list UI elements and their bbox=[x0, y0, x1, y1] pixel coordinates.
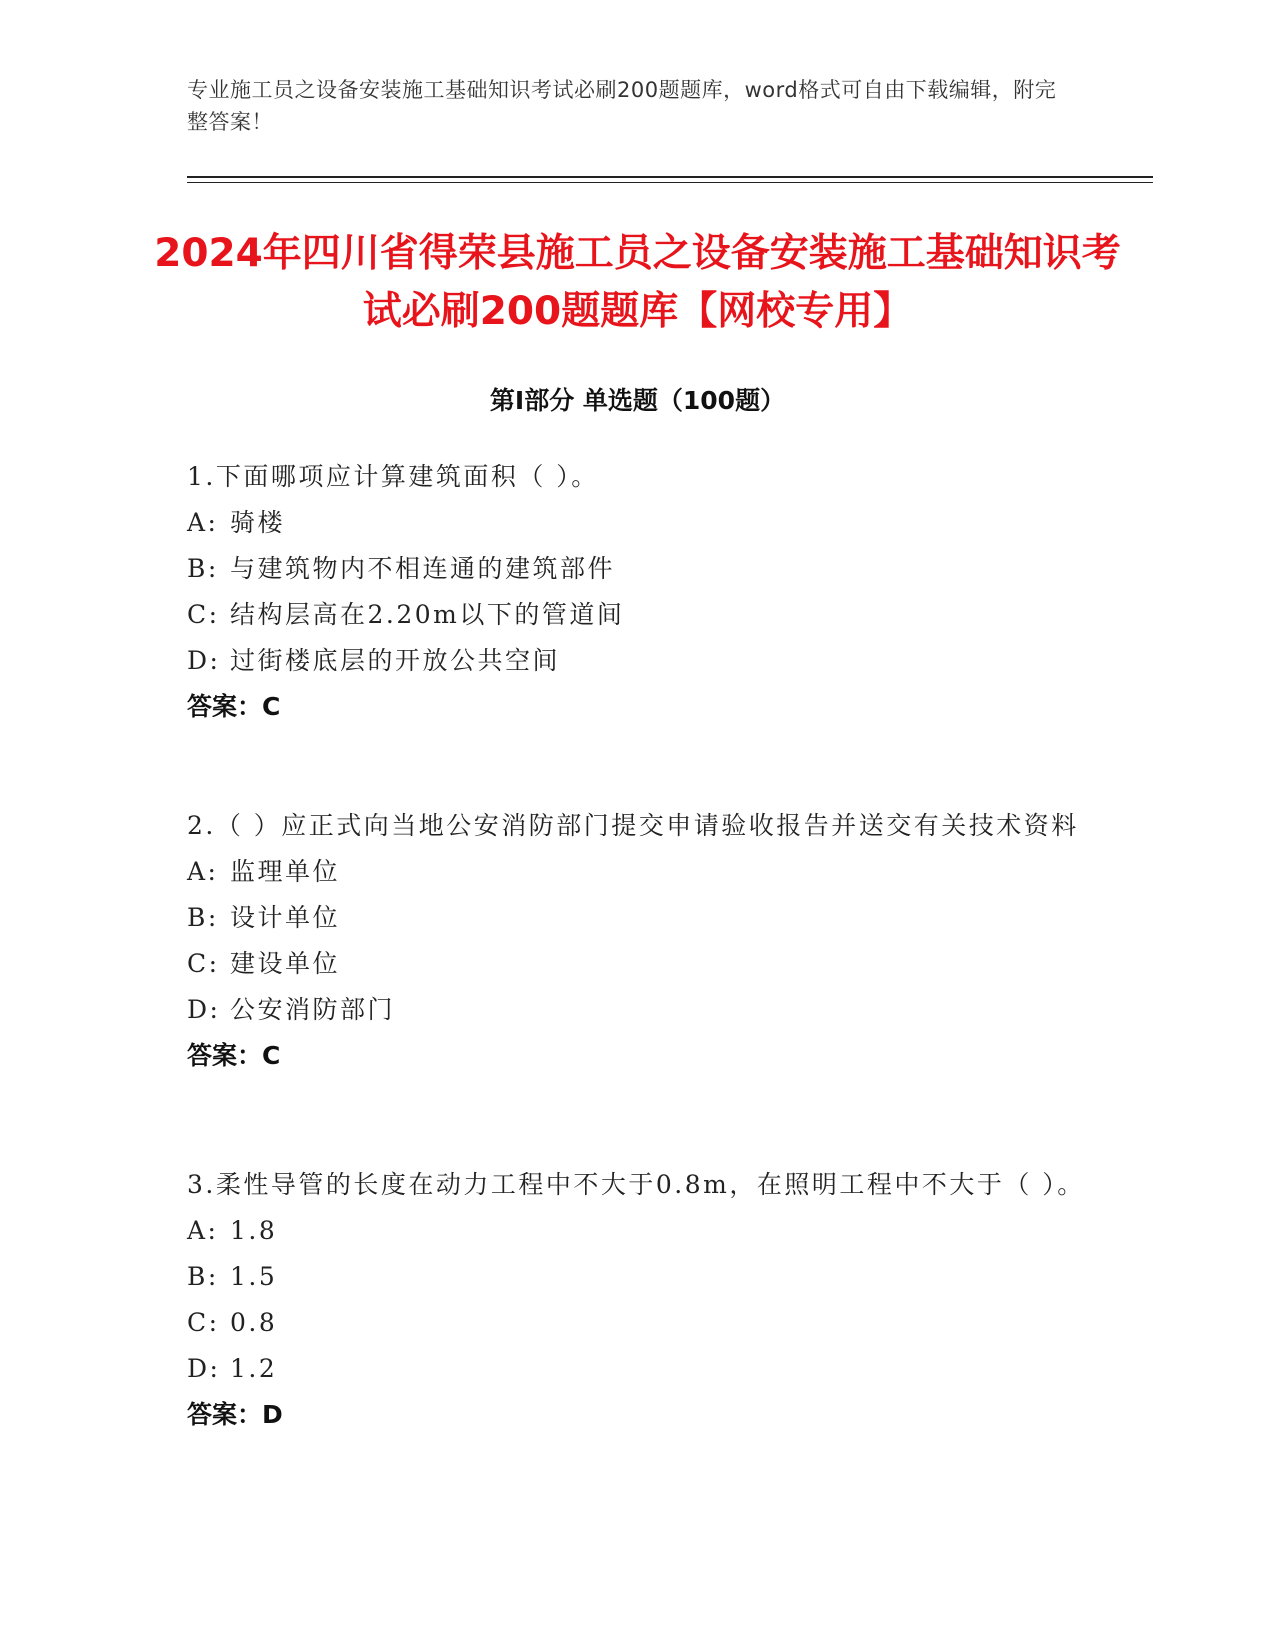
option-a bbox=[187, 500, 1087, 546]
header-divider-thick bbox=[187, 176, 1153, 178]
header-note: 专业施工员之设备安装施工基础知识考试必刷200题题库，word格式可自由下载编辑，附完整答案！ bbox=[187, 78, 1057, 134]
option-a bbox=[187, 849, 1087, 895]
option-text: 骑楼 bbox=[230, 508, 286, 537]
option-label: D: bbox=[187, 995, 221, 1024]
option-label: C: bbox=[187, 600, 220, 629]
question-stem: 3.柔性导管的长度在动力工程中不大于0.8m，在照明工程中不大于（ ）。 bbox=[187, 1170, 1085, 1199]
option-text: 0.8 bbox=[230, 1308, 278, 1337]
answer: 答案：C bbox=[187, 692, 281, 721]
option-d bbox=[187, 1346, 1087, 1392]
option-label: A: bbox=[187, 1216, 219, 1245]
header-divider-thin bbox=[187, 182, 1153, 183]
option-d bbox=[187, 638, 1087, 684]
answer: 答案：D bbox=[187, 1400, 283, 1429]
option-label: B: bbox=[187, 1262, 219, 1291]
option-label: B: bbox=[187, 903, 219, 932]
question-1 bbox=[187, 454, 1087, 730]
question-stem: 1.下面哪项应计算建筑面积（ ）。 bbox=[187, 462, 599, 491]
option-label: C: bbox=[187, 949, 220, 978]
option-text: 1.8 bbox=[230, 1216, 278, 1245]
answer: 答案：C bbox=[187, 1041, 281, 1070]
option-label: D: bbox=[187, 646, 221, 675]
option-label: B: bbox=[187, 554, 219, 583]
option-label: C: bbox=[187, 1308, 220, 1337]
option-d bbox=[187, 987, 1087, 1033]
option-label: D: bbox=[187, 1354, 221, 1383]
option-text: 结构层高在2.20m以下的管道间 bbox=[230, 600, 625, 629]
document-title: 2024年四川省得荣县施工员之设备安装施工基础知识考试必刷200题题库【网校专用】 bbox=[154, 231, 1121, 334]
option-c bbox=[187, 1300, 1087, 1346]
option-label: A: bbox=[187, 508, 219, 537]
option-b bbox=[187, 895, 1087, 941]
option-text: 1.2 bbox=[230, 1354, 278, 1383]
section-title: 第I部分 单选题（100题） bbox=[489, 386, 786, 415]
question-2 bbox=[187, 803, 1087, 1079]
option-text: 过街楼底层的开放公共空间 bbox=[230, 646, 561, 675]
option-c bbox=[187, 592, 1087, 638]
option-text: 1.5 bbox=[230, 1262, 278, 1291]
option-label: A: bbox=[187, 857, 219, 886]
question-3 bbox=[187, 1162, 1087, 1438]
option-c bbox=[187, 941, 1087, 987]
option-text: 与建筑物内不相连通的建筑部件 bbox=[230, 554, 616, 583]
option-text: 公安消防部门 bbox=[230, 995, 396, 1024]
option-b bbox=[187, 546, 1087, 592]
question-stem: 2.（ ）应正式向当地公安消防部门提交申请验收报告并送交有关技术资料 bbox=[187, 811, 1079, 840]
option-text: 设计单位 bbox=[230, 903, 341, 932]
option-a bbox=[187, 1208, 1087, 1254]
option-text: 建设单位 bbox=[230, 949, 341, 978]
option-b bbox=[187, 1254, 1087, 1300]
option-text: 监理单位 bbox=[230, 857, 341, 886]
